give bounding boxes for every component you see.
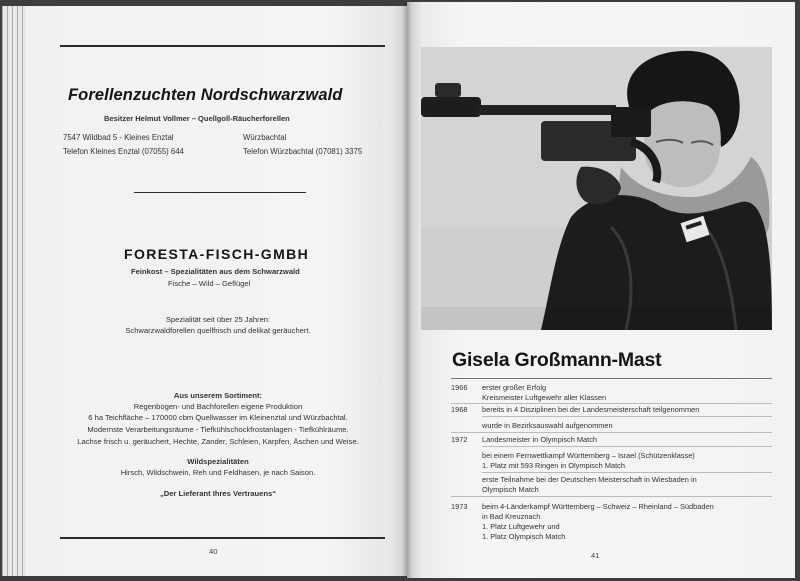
middle-rule (134, 192, 306, 193)
sortiment-line-2: 6 ha Teichfläche – 170000 cbm Quellwasser im Kleinenztal und Würzbachtal. (88, 413, 348, 422)
page-number-right: 41 (591, 551, 600, 560)
timeline-divider (482, 416, 772, 417)
timeline-rule (451, 378, 772, 379)
address-left-line-1: 7547 Wildbad 5 - Kleines Enztal (63, 133, 174, 142)
timeline-text-1973a3: 1. Platz Luftgewehr und (482, 522, 560, 531)
timeline-year-1966: 1966 (451, 383, 468, 392)
ad1-subtitle: Besitzer Helmut Vollmer – Quellgoll-Räucherforellen (104, 114, 290, 123)
timeline-year-1973: 1973 (451, 502, 468, 511)
slogan: „Der Lieferant Ihres Vertrauens“ (159, 489, 277, 498)
athlete-name: Gisela Großmann-Mast (452, 349, 662, 371)
timeline-text-1966b: Kreismeister Luftgewehr aller Klassen (482, 393, 607, 402)
timeline-divider (451, 496, 772, 497)
ad2-specialty-2: Schwarzwaldforellen quellfrisch und delikat geräuchert. (125, 326, 311, 335)
timeline-text-1968a: bereits in 4 Disziplinen bei der Landesmeisterschaft teilgenommen (482, 405, 700, 414)
sortiment-line-3: Modernste Verarbeitungsräume - Tiefkühlschockfrostanlagen - Tiefkühlräume. (87, 425, 349, 434)
sortiment-line-4: Lachse frisch u. geräuchert, Hechte, Zander, Schleien, Karpfen, Äschen und Weise. (77, 437, 359, 446)
photo-illustration (421, 47, 772, 330)
page-number-left: 40 (209, 547, 218, 556)
timeline-text-1973a1: beim 4-Länderkampf Württemberg – Schweiz – Rheinland – Südbaden (482, 502, 714, 511)
timeline-text-1973a2: in Bad Kreuznach (482, 512, 541, 521)
timeline-text-1973a4: 1. Platz Olympisch Match (482, 532, 566, 541)
timeline-text-1972c1: erste Teilnahme bei der Deutschen Meisterschaft in Wiesbaden in (482, 475, 697, 484)
timeline-divider (482, 446, 772, 447)
timeline-text-1972b2: 1. Platz mit 593 Ringen in Olympisch Match (482, 461, 625, 470)
address-right-line-2: Telefon Würzbachtal (07081) 3375 (243, 147, 363, 156)
address-right-line-1: Würzbachtal (243, 133, 287, 142)
ad2-categories: Fische – Wild – Geflügel (168, 279, 251, 288)
ad1-title: Forellenzuchten Nordschwarzwald (68, 86, 343, 104)
ad2-title: FORESTA-FISCH-GMBH (124, 246, 310, 262)
wild-heading: Wildspezialitäten (187, 457, 249, 466)
gutter-shadow (402, 2, 412, 578)
timeline-text-1972c2: Olympisch Match (482, 485, 539, 494)
athlete-photo (421, 47, 772, 330)
bottom-rule (60, 537, 385, 539)
wild-line-1: Hirsch, Wildschwein, Reh und Feldhasen, je nach Saison. (120, 468, 316, 477)
timeline-text-1966a: erster großer Erfolg (482, 383, 547, 392)
timeline-divider (451, 432, 772, 433)
address-left-line-2: Telefon Kleines Enztal (07055) 644 (63, 147, 184, 156)
timeline-text-1972b1: bei einem Fernwettkampf Württemberg – Israel (Schützenklasse) (482, 451, 695, 460)
timeline-year-1972: 1972 (451, 435, 468, 444)
ad2-specialty-1: Spezialität seit über 25 Jahren: (165, 315, 271, 324)
timeline-year-1968: 1968 (451, 405, 468, 414)
timeline-divider (451, 403, 772, 404)
timeline-text-1972a: Landesmeister in Olympisch Match (482, 435, 598, 444)
top-rule (60, 45, 385, 47)
ad1-address-right (243, 131, 362, 159)
timeline-text-1968b: wurde in Bezirksauswahl aufgenommen (482, 421, 613, 430)
ad1-address-left (63, 131, 184, 159)
sortiment-heading: Aus unserem Sortiment: (173, 391, 263, 400)
timeline-divider (482, 472, 772, 473)
ad2-subtitle: Feinkost – Spezialitäten aus dem Schwarzwald (131, 267, 300, 276)
sortiment-line-1: Regenbogen- und Bachforellen eigene Produktion (133, 402, 303, 411)
